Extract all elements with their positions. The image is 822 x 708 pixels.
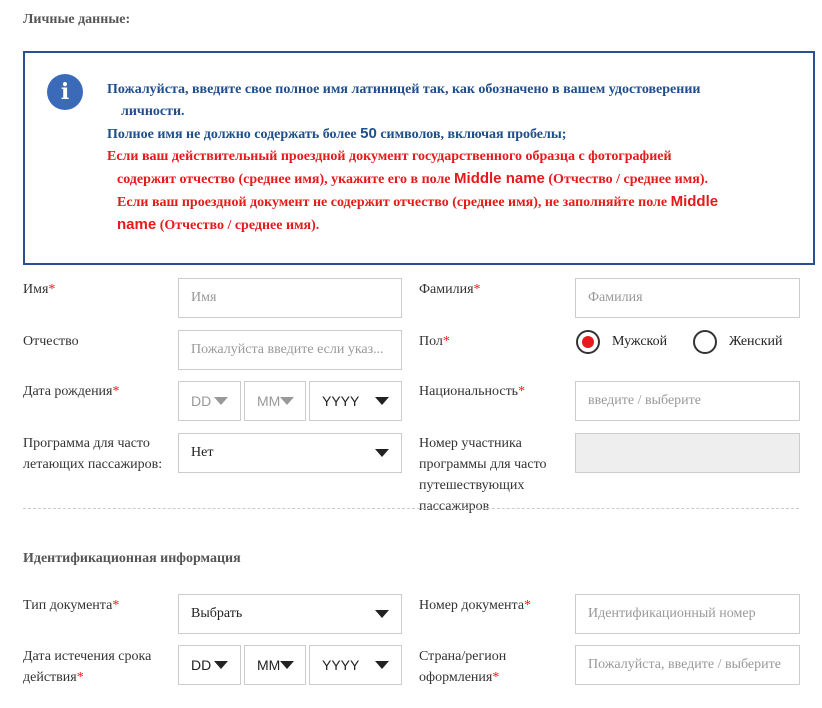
expiry-label: Дата истечения срока действия* [23, 649, 152, 685]
middle-name-input[interactable]: Пожалуйста введите если указ... [178, 330, 402, 370]
nationality-input[interactable]: введите / выберите [575, 381, 800, 421]
chevron-down-icon [280, 661, 294, 669]
identification-section-title: Идентификационная информация [23, 551, 241, 566]
radio-selected-dot [582, 336, 594, 348]
info-line-7: name (Отчество / среднее имя). [117, 216, 320, 233]
expiry-year-select[interactable]: YYYY [309, 645, 402, 685]
birth-month-select[interactable]: MM [244, 381, 306, 421]
doc-type-select[interactable]: Выбрать [178, 594, 402, 634]
birth-date-label: Дата рождения* [23, 384, 120, 399]
info-notice [23, 51, 815, 265]
nationality-label: Национальность* [419, 384, 526, 399]
issuing-country-input[interactable]: Пожалуйста, введите / выберите [575, 645, 800, 685]
doc-type-label: Тип документа* [23, 598, 120, 613]
middle-name-label: Отчество [23, 334, 79, 349]
expiry-day-select[interactable]: DD [178, 645, 241, 685]
ffp-number-input [575, 433, 800, 473]
personal-section-title: Личные данные: [23, 12, 131, 27]
gender-female-radio[interactable] [693, 330, 717, 354]
gender-male-label[interactable]: Мужской [612, 334, 668, 349]
info-line-4: Если ваш действительный проездной документ государственного образца с фотографией [107, 149, 672, 164]
chevron-down-icon [280, 397, 294, 405]
chevron-down-icon [214, 661, 228, 669]
last-name-input[interactable]: Фамилия [575, 278, 800, 318]
gender-female-label[interactable]: Женский [729, 334, 783, 349]
info-line-6: Если ваш проездной документ не содержит отчество (среднее имя), не заполняйте поле Middle [117, 193, 719, 210]
section-divider [23, 508, 799, 509]
ffp-label: Программа для часто летающих пассажиров: [23, 436, 163, 472]
chevron-down-icon [375, 610, 389, 618]
last-name-label: Фамилия* [419, 282, 481, 297]
chevron-down-icon [375, 661, 389, 669]
birth-day-select[interactable]: DD [178, 381, 241, 421]
ffp-number-label: Номер участника программы для часто путешествующих пассажиров [419, 436, 547, 514]
expiry-month-select[interactable]: MM [244, 645, 306, 685]
chevron-down-icon [214, 397, 228, 405]
info-line-1: Пожалуйста, введите свое полное имя латиницей так, как обозначено в вашем удостоверении [107, 82, 701, 97]
issuing-country-label: Страна/регион оформления* [419, 649, 507, 685]
birth-year-select[interactable]: YYYY [309, 381, 402, 421]
info-text [107, 79, 797, 237]
ffp-select[interactable]: Нет [178, 433, 402, 473]
gender-male-radio[interactable] [576, 330, 600, 354]
info-icon: i [47, 74, 83, 110]
first-name-input[interactable]: Имя [178, 278, 402, 318]
info-line-5: содержит отчество (среднее имя), укажите его в поле Middle name (Отчество / среднее имя). [117, 170, 708, 187]
info-line-3: Полное имя не должно содержать более 50 символов, включая пробелы; [107, 125, 567, 142]
chevron-down-icon [375, 397, 389, 405]
info-line-2: личности. [121, 104, 185, 119]
gender-label: Пол* [419, 334, 450, 349]
chevron-down-icon [375, 449, 389, 457]
doc-number-input[interactable]: Идентификационный номер [575, 594, 800, 634]
doc-number-label: Номер документа* [419, 598, 532, 613]
first-name-label: Имя* [23, 282, 56, 297]
